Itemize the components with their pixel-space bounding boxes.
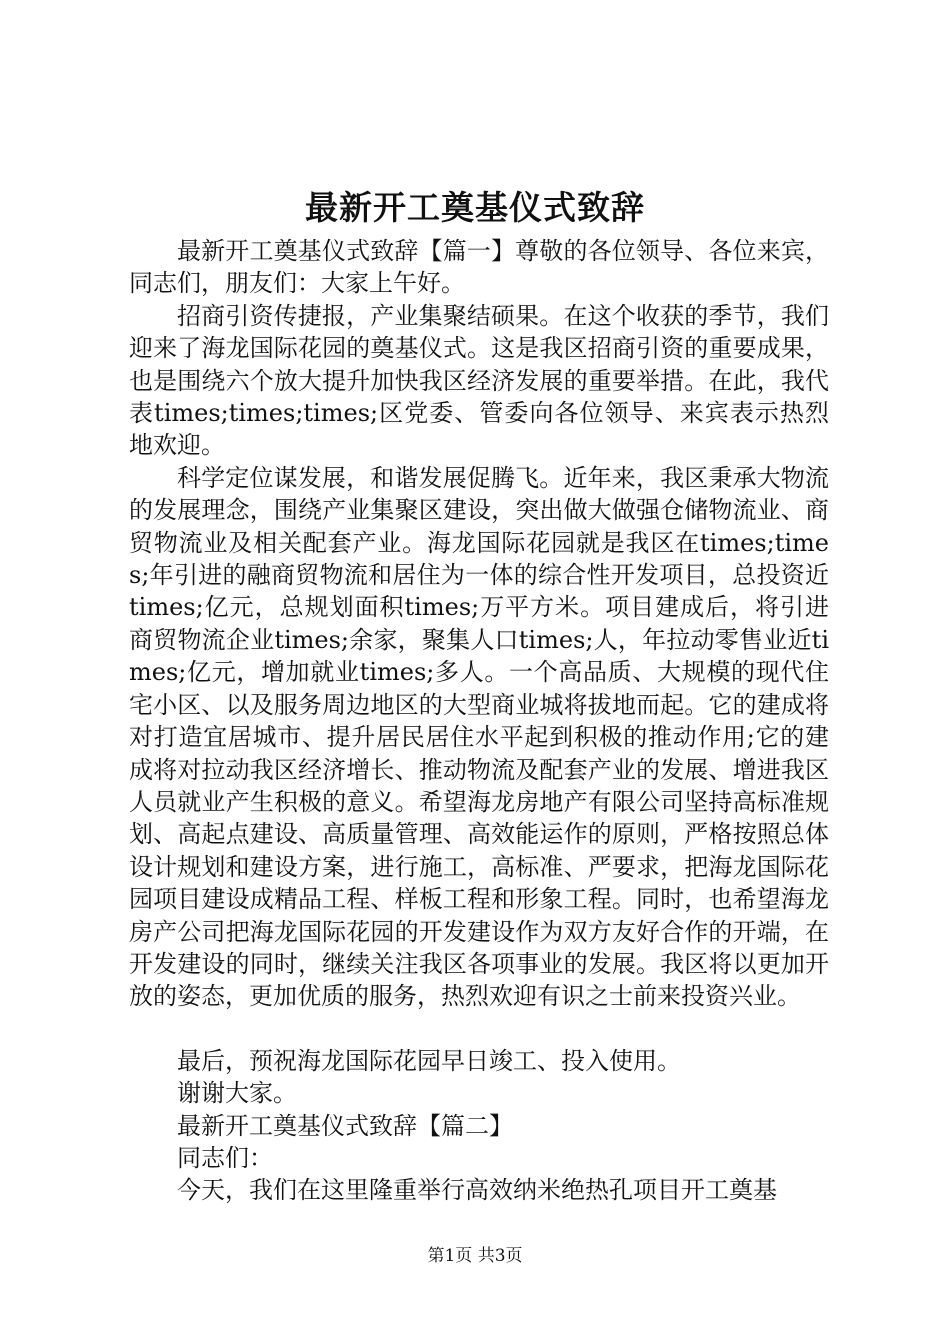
paragraph-opening-line: 今天，我们在这里隆重举行高效纳米绝热孔项目开工奠基 [177, 1176, 777, 1205]
paragraph-salutation: 同志们： [177, 1143, 273, 1172]
paragraph-development: 科学定位谋发展，和谐发展促腾飞。近年来，我区秉承大物流的发展理念，围绕产业集聚区建设，突出做大做强仓储物流业、商贸物流业及相关配套产业。海龙国际花园就是我区在times;times;年引进的融商贸物流和居住为一体的综合性开发项目，总投资近times;亿元，总规划面积times;万平方米。项目建成后，将引进商贸物流企业times;余家，聚集人口times;人，年拉动零售业近times;亿元，增加就业times;多人。一个高品质、大规模的现代住宅小区、以及服务周边地区的大型商业城将拔地而起。它的建成将对打造宜居城市、提升居民居住水平起到积极的推动作用;它的建成将对拉动我区经济增长、推动物流及配套产业的发展、增进我区人员就业产生积极的意义。希望海龙房地产有限公司坚持高标准规划、高起点建设、高质量管理、高效能运作的原则，严格按照总体设计规划和建设方案，进行施工，高标准、严要求，把海龙国际花园项目建设成精品工程、样板工程和形象工程。同时，也希望海龙房产公司把海龙国际花园的开发建设作为双方友好合作的开端，在开发建设的同时，继续关注我区各项事业的发展。我区将以更加开放的姿态，更加优质的服务，热烈欢迎有识之士前来投资兴业。 [129, 463, 829, 1011]
page-footer: 第1页 共3页 [427, 1246, 523, 1266]
section-heading-part-two: 最新开工奠基仪式致辞【篇二】 [177, 1111, 513, 1140]
document-title: 最新开工奠基仪式致辞 [305, 188, 645, 227]
document-body [129, 235, 829, 1207]
paragraph-greeting: 最新开工奠基仪式致辞【篇一】尊敬的各位领导、各位来宾，同志们，朋友们：大家上午好。 [129, 237, 829, 298]
paragraph-investment: 招商引资传捷报，产业集聚结硕果。在这个收获的季节，我们迎来了海龙国际花园的奠基仪式。这是我区招商引资的重要成果，也是围绕六个放大提升加快我区经济发展的重要举措。在此，我代表times;times;times;区党委、管委向各位领导、来宾表示热烈地欢迎。 [129, 301, 829, 460]
paragraph-closing-wish: 最后，预祝海龙国际花园早日竣工、投入使用。 [177, 1046, 681, 1075]
paragraph-thanks: 谢谢大家。 [177, 1079, 297, 1108]
